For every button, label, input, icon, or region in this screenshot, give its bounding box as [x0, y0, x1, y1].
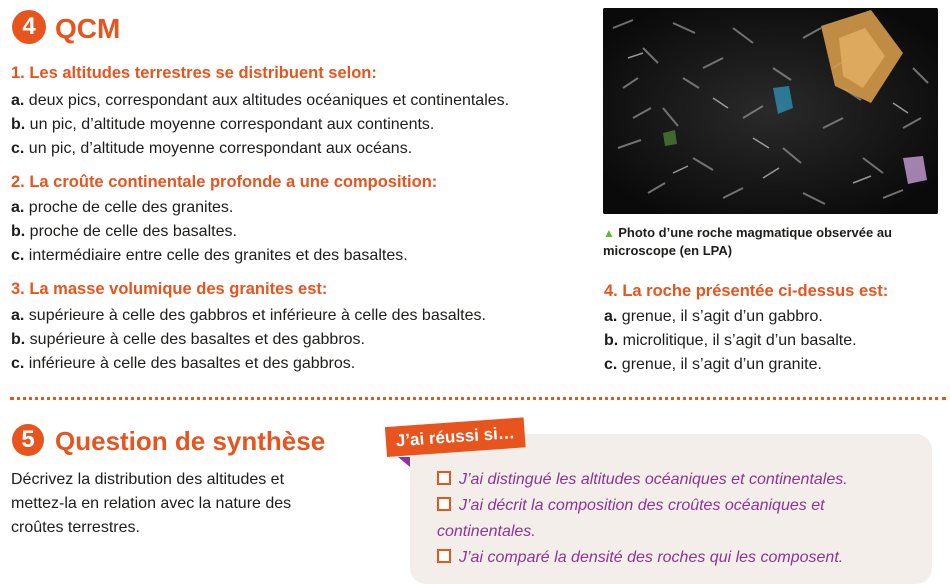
answer-option[interactable] — [11, 222, 237, 242]
answer-option[interactable] — [11, 246, 408, 266]
answer-letter: c. — [604, 356, 618, 373]
self-check-item-text: J’ai décrit la composition des croûtes océaniques et — [459, 497, 825, 514]
photo-caption-text: Photo d’une roche magmatique observée au microscope (en LPA) — [603, 225, 892, 258]
question-prompt: 1. Les altitudes terrestres se distribuent selon: — [11, 64, 377, 82]
self-check-item-text: J’ai distingué les altitudes océaniques et continentales. — [459, 471, 848, 488]
section-number-badge — [12, 424, 44, 456]
section-number: 5 — [21, 426, 35, 453]
answer-letter: a. — [11, 199, 25, 216]
checkbox-icon[interactable] — [437, 549, 451, 563]
question-prompt: 3. La masse volumique des granites est: — [11, 280, 328, 298]
answer-option[interactable] — [11, 306, 486, 326]
section-number: 4 — [22, 13, 36, 40]
answer-option[interactable] — [604, 355, 822, 375]
checkbox-icon[interactable] — [437, 497, 451, 511]
answer-text: intermédiaire entre celle des granites et des basaltes. — [24, 247, 408, 264]
answer-letter: a. — [11, 92, 25, 109]
answer-option[interactable] — [11, 91, 509, 111]
answer-text: microlitique, il s’agit d’un basalte. — [618, 332, 857, 349]
answer-text: proche de celle des granites. — [24, 199, 234, 216]
photo-caption — [603, 224, 933, 260]
answer-option[interactable] — [604, 331, 857, 351]
answer-option[interactable] — [11, 354, 355, 374]
section-title: QCM — [55, 13, 121, 44]
answer-letter: a. — [11, 307, 25, 324]
checkbox-icon[interactable] — [437, 471, 451, 485]
question-prompt: 2. La croûte continentale profonde a une composition: — [11, 173, 438, 191]
self-check-item[interactable] — [437, 546, 843, 570]
answer-letter: c. — [11, 247, 25, 264]
section-title: Question de synthèse — [55, 426, 326, 456]
answer-text: proche de celle des basaltes. — [25, 223, 237, 240]
rock-texture-image — [603, 8, 938, 214]
answer-letter: c. — [11, 355, 25, 372]
section-divider — [10, 397, 946, 400]
answer-letter: b. — [11, 223, 26, 240]
answer-text: supérieure à celle des gabbros et inférieure à celle des basaltes. — [24, 307, 486, 324]
answer-text: deux pics, correspondant aux altitudes océaniques et continentales. — [24, 92, 510, 109]
answer-text: grenue, il s’agit d’un gabbro. — [617, 308, 823, 325]
answer-letter: c. — [11, 140, 25, 157]
answer-option[interactable] — [11, 198, 233, 218]
answer-option[interactable] — [11, 330, 365, 350]
rock-microscope-photo — [603, 8, 938, 214]
answer-letter: b. — [604, 332, 619, 349]
answer-letter: b. — [11, 116, 26, 133]
triangle-up-icon: ▲ — [603, 226, 619, 240]
answer-text: un pic, d’altitude moyenne correspondant aux océans. — [24, 140, 413, 157]
answer-text: supérieure à celle des basaltes et des gabbros. — [25, 331, 365, 348]
answer-letter: a. — [604, 308, 618, 325]
self-check-item-text: J’ai comparé la densité des roches qui les composent. — [459, 549, 844, 566]
question-prompt: 4. La roche présentée ci-dessus est: — [604, 282, 889, 300]
answer-option[interactable] — [11, 115, 434, 135]
self-check-tag: J’ai réussi si… — [385, 417, 526, 457]
tag-fold — [398, 457, 410, 467]
answer-text: grenue, il s’agit d’un granite. — [617, 356, 822, 373]
answer-text: un pic, d’altitude moyenne correspondant aux continents. — [25, 116, 435, 133]
answer-letter: b. — [11, 331, 26, 348]
synthesis-question: Décrivez la distribution des altitudes et mettez-la en relation avec la nature des croûtes terrestres. — [11, 471, 292, 536]
self-check-item[interactable] — [437, 468, 848, 492]
answer-text: inférieure à celle des basaltes et des gabbros. — [24, 355, 356, 372]
answer-option[interactable] — [11, 139, 412, 159]
self-check-item[interactable] — [437, 494, 825, 518]
answer-option[interactable] — [604, 307, 823, 327]
section-number-badge — [12, 10, 46, 44]
self-check-item-continuation: continentales. — [437, 523, 536, 540]
